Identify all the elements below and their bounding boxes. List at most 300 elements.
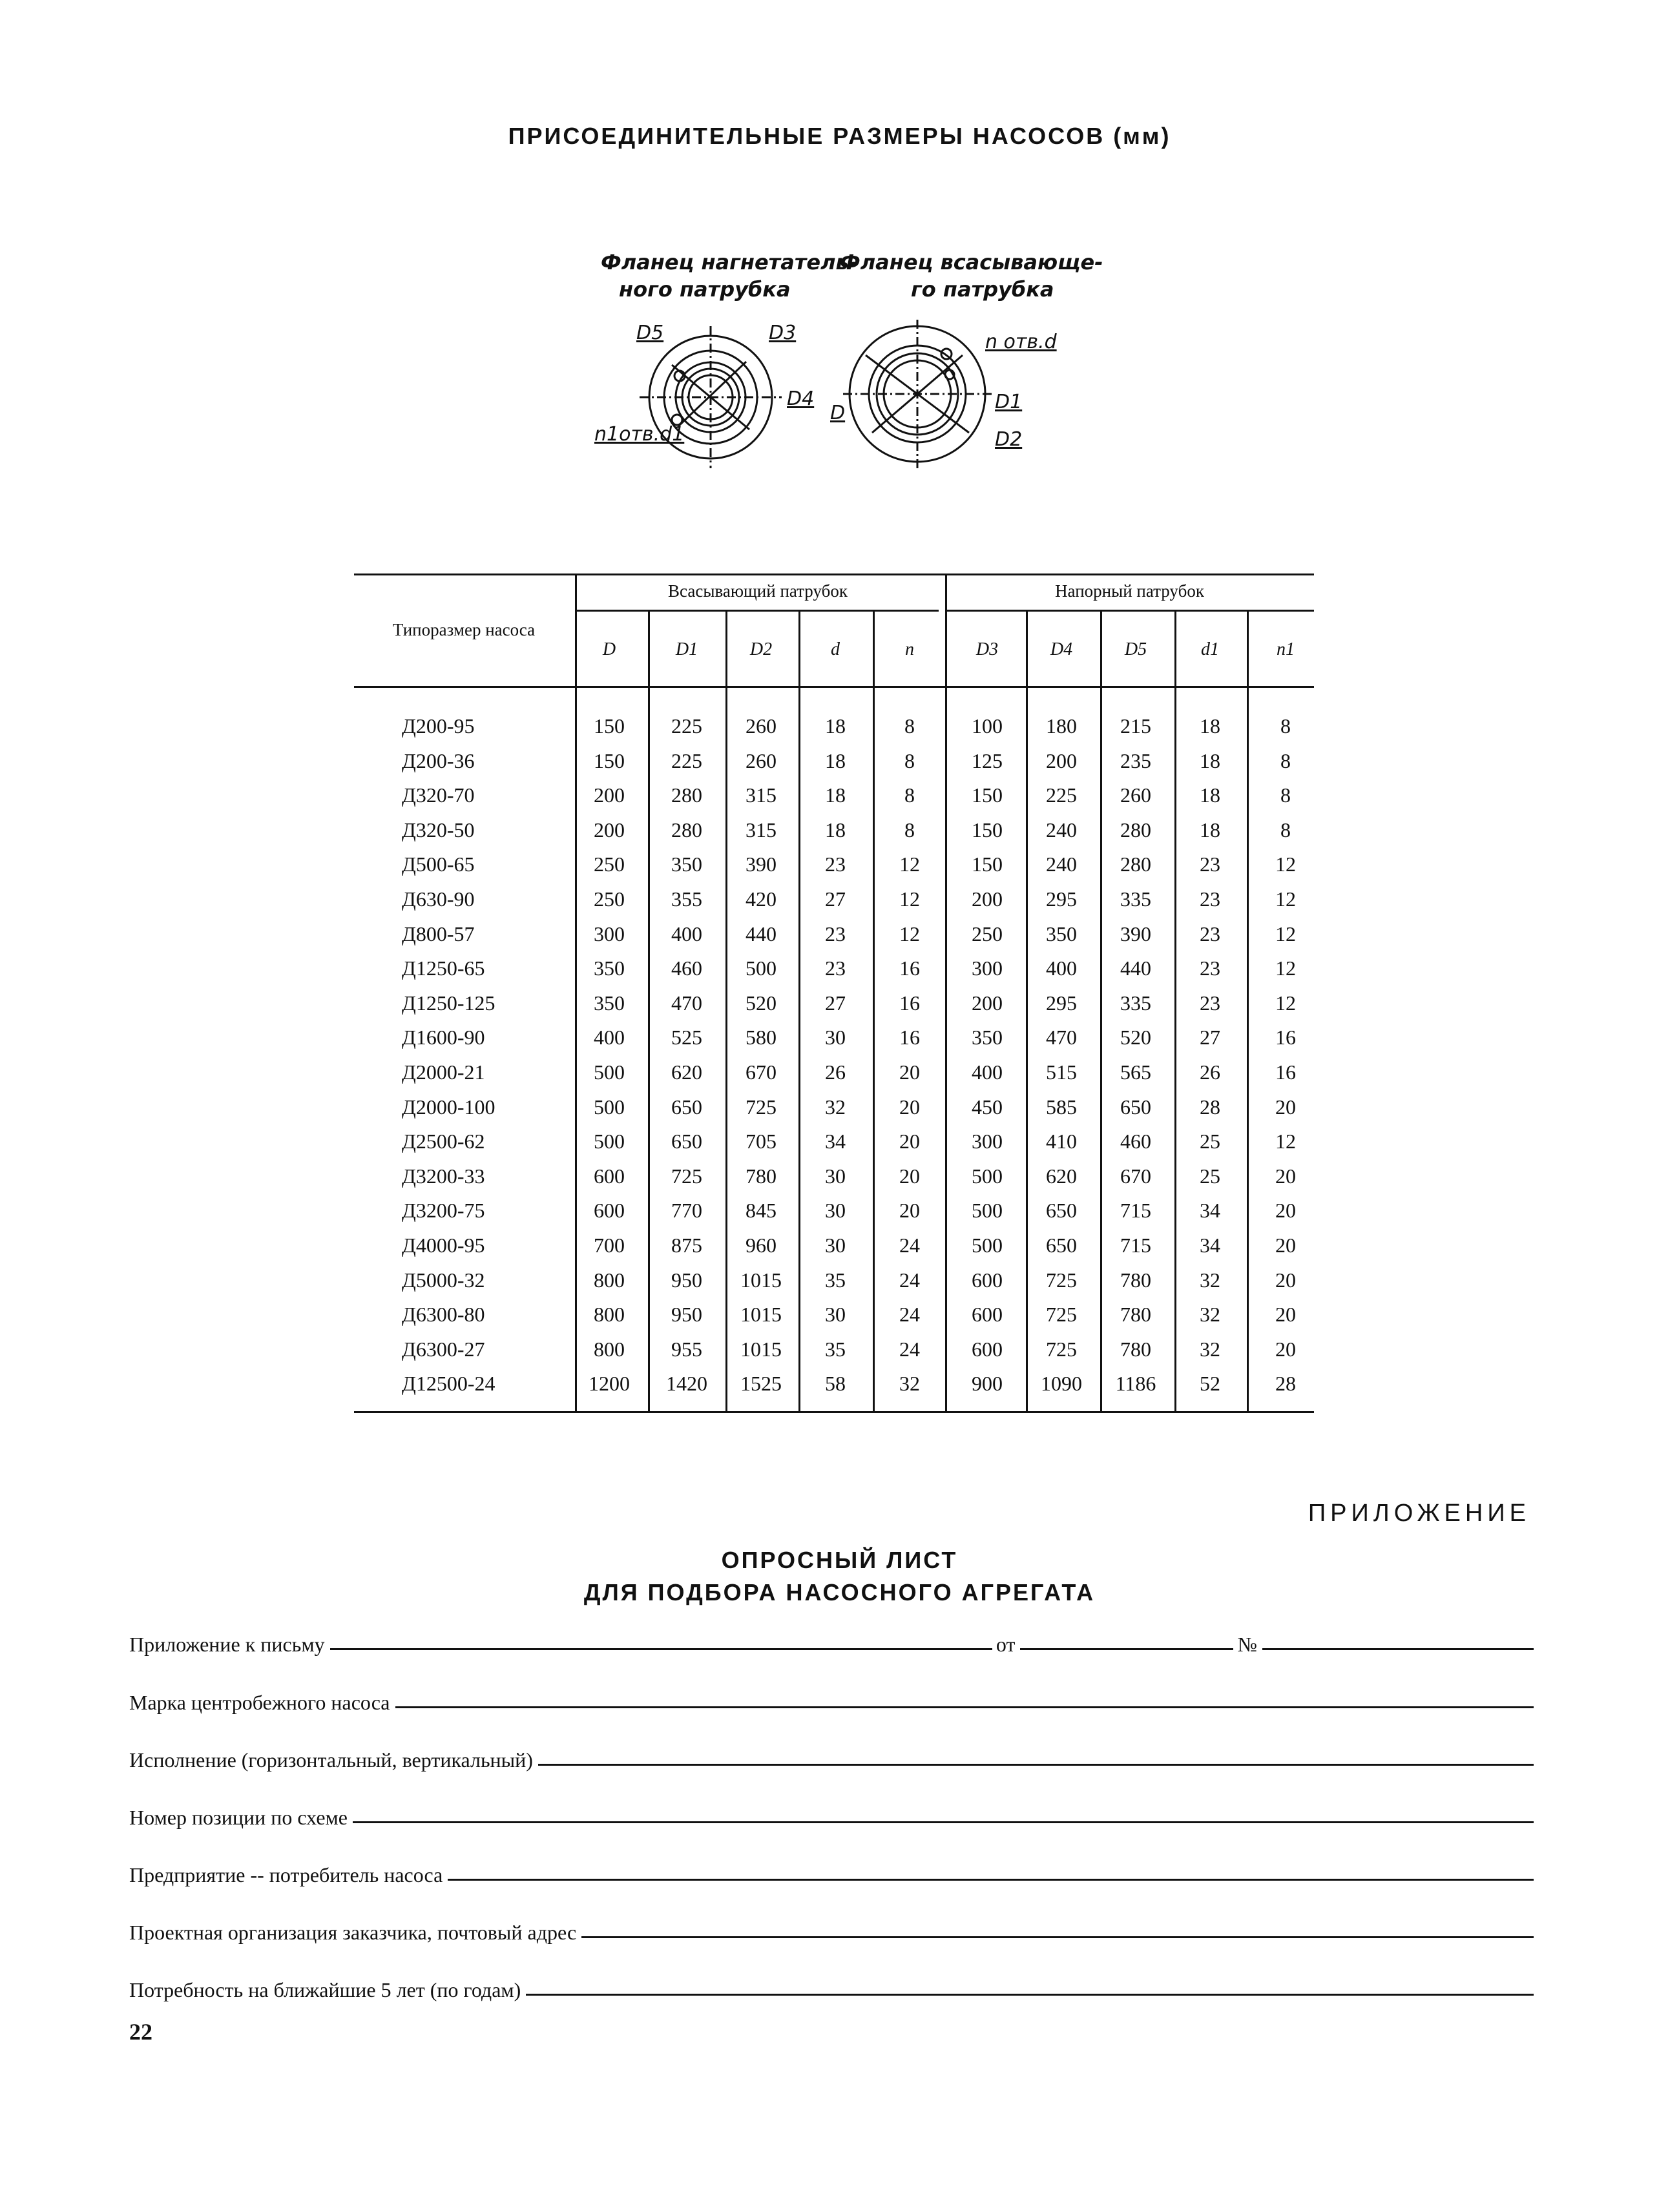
value-cell: 585 xyxy=(1046,1095,1077,1119)
value-cell: 440 xyxy=(1120,956,1151,980)
value-cell: 150 xyxy=(972,853,1003,876)
form-field-blank[interactable] xyxy=(526,1994,1534,1996)
value-cell: 670 xyxy=(1120,1164,1151,1188)
value-cell: 30 xyxy=(825,1164,846,1188)
value-cell: 25 xyxy=(1200,1164,1220,1188)
value-cell: 200 xyxy=(1046,749,1077,772)
value-cell: 18 xyxy=(825,783,846,807)
value-cell: 12 xyxy=(1275,887,1296,911)
value-cell: 950 xyxy=(671,1268,702,1292)
column-header: D5 xyxy=(1124,639,1147,659)
value-cell: 35 xyxy=(825,1337,846,1361)
letter-number-label: № xyxy=(1237,1633,1257,1656)
value-cell: 700 xyxy=(594,1234,625,1257)
form-field-row xyxy=(129,1682,1538,1715)
value-cell: 250 xyxy=(594,887,625,911)
value-cell: 500 xyxy=(972,1164,1003,1188)
value-cell: 770 xyxy=(671,1199,702,1223)
pump-name-cell: Д1600-90 xyxy=(402,1026,485,1049)
value-cell: 600 xyxy=(594,1164,625,1188)
value-cell: 150 xyxy=(972,818,1003,842)
value-cell: 20 xyxy=(1275,1164,1296,1188)
value-cell: 8 xyxy=(1280,749,1291,772)
value-cell: 24 xyxy=(899,1303,920,1327)
value-cell: 20 xyxy=(1275,1199,1296,1223)
value-cell: 200 xyxy=(972,887,1003,911)
value-cell: 12 xyxy=(899,887,920,911)
pump-name-cell: Д2000-100 xyxy=(402,1095,495,1119)
caption-suction-flange xyxy=(840,249,1103,303)
table-top-rule xyxy=(354,574,1314,575)
value-cell: 260 xyxy=(1120,783,1151,807)
value-cell: 470 xyxy=(1046,1026,1077,1049)
value-cell: 650 xyxy=(671,1130,702,1153)
table-row xyxy=(354,1228,1314,1263)
label-n1-d1: n1отв.d1 xyxy=(594,423,685,446)
form-title-2: ДЛЯ ПОДБОРА НАСОСНОГО АГРЕГАТА xyxy=(583,1579,1096,1606)
letter-date-blank[interactable] xyxy=(1020,1648,1233,1650)
caption-suction-line2: го патрубка xyxy=(911,277,1054,302)
value-cell: 52 xyxy=(1200,1372,1220,1396)
value-cell: 240 xyxy=(1046,853,1077,876)
letter-label: Приложение к письму xyxy=(129,1633,325,1656)
table-row xyxy=(354,1124,1314,1159)
value-cell: 12 xyxy=(1275,1130,1296,1153)
value-cell: 23 xyxy=(825,956,846,980)
value-cell: 705 xyxy=(746,1130,777,1153)
table-row xyxy=(354,1332,1314,1367)
value-cell: 23 xyxy=(1200,991,1220,1015)
value-cell: 650 xyxy=(1046,1199,1077,1223)
value-cell: 150 xyxy=(594,714,625,738)
value-cell: 1090 xyxy=(1041,1372,1082,1396)
form-field-blank[interactable] xyxy=(353,1821,1534,1823)
form-field-blank[interactable] xyxy=(581,1936,1534,1938)
value-cell: 260 xyxy=(746,749,777,772)
value-cell: 315 xyxy=(746,783,777,807)
value-cell: 600 xyxy=(972,1337,1003,1361)
column-header: D1 xyxy=(675,639,698,659)
value-cell: 955 xyxy=(671,1337,702,1361)
value-cell: 350 xyxy=(1046,922,1077,946)
value-cell: 780 xyxy=(1120,1303,1151,1327)
value-cell: 520 xyxy=(746,991,777,1015)
column-header: n xyxy=(905,639,914,659)
value-cell: 20 xyxy=(1275,1234,1296,1257)
form-field-blank[interactable] xyxy=(448,1879,1534,1881)
value-cell: 23 xyxy=(825,853,846,876)
table-row xyxy=(354,882,1314,917)
form-field-row xyxy=(129,1855,1538,1887)
appendix-label: ПРИЛОЖЕНИЕ xyxy=(1308,1500,1530,1527)
value-cell: 240 xyxy=(1046,818,1077,842)
table-row xyxy=(354,709,1314,744)
value-cell: 20 xyxy=(899,1130,920,1153)
table-row xyxy=(354,813,1314,848)
pump-name-cell: Д200-36 xyxy=(402,749,475,772)
table-row xyxy=(354,951,1314,986)
value-cell: 280 xyxy=(671,783,702,807)
value-cell: 30 xyxy=(825,1234,846,1257)
value-cell: 875 xyxy=(671,1234,702,1257)
value-cell: 295 xyxy=(1046,887,1077,911)
table-row xyxy=(354,1367,1314,1401)
value-cell: 215 xyxy=(1120,714,1151,738)
value-cell: 12 xyxy=(1275,956,1296,980)
value-cell: 150 xyxy=(972,783,1003,807)
value-cell: 23 xyxy=(1200,887,1220,911)
value-cell: 225 xyxy=(671,714,702,738)
caption-discharge-line1: Фланец нагнетатель- xyxy=(601,250,858,274)
value-cell: 30 xyxy=(825,1303,846,1327)
pump-name-cell: Д12500-24 xyxy=(402,1372,495,1396)
value-cell: 420 xyxy=(746,887,777,911)
pump-name-cell: Д4000-95 xyxy=(402,1234,485,1257)
value-cell: 16 xyxy=(899,991,920,1015)
value-cell: 32 xyxy=(1200,1337,1220,1361)
value-cell: 600 xyxy=(594,1199,625,1223)
table-row xyxy=(354,1159,1314,1194)
value-cell: 500 xyxy=(594,1095,625,1119)
value-cell: 18 xyxy=(1200,783,1220,807)
table-row xyxy=(354,1090,1314,1125)
value-cell: 515 xyxy=(1046,1060,1077,1084)
value-cell: 300 xyxy=(972,1130,1003,1153)
value-cell: 500 xyxy=(972,1234,1003,1257)
value-cell: 725 xyxy=(1046,1268,1077,1292)
value-cell: 200 xyxy=(972,991,1003,1015)
pump-name-cell: Д320-50 xyxy=(402,818,475,842)
value-cell: 235 xyxy=(1120,749,1151,772)
value-cell: 18 xyxy=(825,714,846,738)
page-number: 22 xyxy=(129,2019,152,2045)
value-cell: 18 xyxy=(825,818,846,842)
value-cell: 520 xyxy=(1120,1026,1151,1049)
label-d: D xyxy=(830,402,846,424)
value-cell: 350 xyxy=(594,991,625,1015)
value-cell: 350 xyxy=(972,1026,1003,1049)
pump-name-cell: Д320-70 xyxy=(402,783,475,807)
value-cell: 580 xyxy=(746,1026,777,1049)
form-field-label: Проектная организация заказчика, почтовый адрес xyxy=(129,1921,577,1944)
page-title: ПРИСОЕДИНИТЕЛЬНЫЕ РАЗМЕРЫ НАСОСОВ (мм) xyxy=(508,123,1171,149)
value-cell: 20 xyxy=(899,1164,920,1188)
value-cell: 600 xyxy=(972,1268,1003,1292)
caption-discharge-flange xyxy=(601,249,857,303)
column-header: d1 xyxy=(1201,639,1219,659)
value-cell: 100 xyxy=(972,714,1003,738)
value-cell: 650 xyxy=(1046,1234,1077,1257)
table-row xyxy=(354,986,1314,1021)
value-cell: 23 xyxy=(1200,853,1220,876)
value-cell: 16 xyxy=(1275,1060,1296,1084)
value-cell: 460 xyxy=(671,956,702,980)
table-row xyxy=(354,1020,1314,1055)
column-header: d xyxy=(831,639,840,659)
header-suction-group: Всасывающий патрубок xyxy=(668,581,848,601)
pump-name-cell: Д200-95 xyxy=(402,714,475,738)
value-cell: 18 xyxy=(825,749,846,772)
value-cell: 620 xyxy=(1046,1164,1077,1188)
value-cell: 24 xyxy=(899,1234,920,1257)
value-cell: 335 xyxy=(1120,887,1151,911)
pump-name-cell: Д3200-75 xyxy=(402,1199,485,1223)
value-cell: 500 xyxy=(594,1060,625,1084)
value-cell: 280 xyxy=(1120,853,1151,876)
value-cell: 8 xyxy=(904,714,915,738)
label-d2: D2 xyxy=(995,428,1023,451)
value-cell: 12 xyxy=(1275,853,1296,876)
value-cell: 565 xyxy=(1120,1060,1151,1084)
value-cell: 440 xyxy=(746,922,777,946)
form-field-label: Предприятие -- потребитель насоса xyxy=(129,1863,443,1886)
value-cell: 16 xyxy=(899,956,920,980)
pump-name-cell: Д1250-125 xyxy=(402,991,495,1015)
value-cell: 28 xyxy=(1200,1095,1220,1119)
value-cell: 400 xyxy=(972,1060,1003,1084)
value-cell: 18 xyxy=(1200,749,1220,772)
caption-discharge-line2: ного патрубка xyxy=(619,277,791,302)
form-row-letter xyxy=(129,1624,1538,1657)
value-cell: 27 xyxy=(825,887,846,911)
form-title-1: ОПРОСНЫЙ ЛИСТ xyxy=(721,1547,958,1573)
value-cell: 725 xyxy=(746,1095,777,1119)
value-cell: 12 xyxy=(899,922,920,946)
value-cell: 34 xyxy=(1200,1199,1220,1223)
value-cell: 16 xyxy=(1275,1026,1296,1049)
value-cell: 18 xyxy=(1200,714,1220,738)
table-row xyxy=(354,1263,1314,1298)
value-cell: 12 xyxy=(1275,922,1296,946)
value-cell: 295 xyxy=(1046,991,1077,1015)
value-cell: 35 xyxy=(825,1268,846,1292)
value-cell: 715 xyxy=(1120,1234,1151,1257)
form-field-row xyxy=(129,1740,1538,1772)
value-cell: 650 xyxy=(1120,1095,1151,1119)
value-cell: 800 xyxy=(594,1268,625,1292)
value-cell: 24 xyxy=(899,1268,920,1292)
form-field-row xyxy=(129,1912,1538,1945)
column-header: n1 xyxy=(1277,639,1295,659)
value-cell: 20 xyxy=(899,1060,920,1084)
value-cell: 800 xyxy=(594,1303,625,1327)
pump-name-cell: Д2500-62 xyxy=(402,1130,485,1153)
pump-name-cell: Д3200-33 xyxy=(402,1164,485,1188)
value-cell: 350 xyxy=(671,853,702,876)
value-cell: 30 xyxy=(825,1199,846,1223)
form-field-blank[interactable] xyxy=(395,1706,1534,1708)
value-cell: 1186 xyxy=(1115,1372,1156,1396)
value-cell: 315 xyxy=(746,818,777,842)
value-cell: 32 xyxy=(1200,1268,1220,1292)
value-cell: 960 xyxy=(746,1234,777,1257)
value-cell: 32 xyxy=(1200,1303,1220,1327)
value-cell: 125 xyxy=(972,749,1003,772)
value-cell: 58 xyxy=(825,1372,846,1396)
value-cell: 25 xyxy=(1200,1130,1220,1153)
value-cell: 23 xyxy=(825,922,846,946)
table-header-rule xyxy=(354,686,1314,688)
value-cell: 30 xyxy=(825,1026,846,1049)
value-cell: 400 xyxy=(671,922,702,946)
value-cell: 500 xyxy=(746,956,777,980)
value-cell: 900 xyxy=(972,1372,1003,1396)
value-cell: 1015 xyxy=(740,1303,782,1327)
form-field-label: Марка центробежного насоса xyxy=(129,1691,390,1714)
value-cell: 670 xyxy=(746,1060,777,1084)
value-cell: 715 xyxy=(1120,1199,1151,1223)
value-cell: 20 xyxy=(1275,1303,1296,1327)
value-cell: 450 xyxy=(972,1095,1003,1119)
column-header: D xyxy=(602,639,616,659)
value-cell: 260 xyxy=(746,714,777,738)
value-cell: 8 xyxy=(1280,714,1291,738)
table-row xyxy=(354,1055,1314,1090)
value-cell: 1015 xyxy=(740,1268,782,1292)
value-cell: 28 xyxy=(1275,1372,1296,1396)
table-bottom-rule xyxy=(354,1411,1314,1413)
value-cell: 23 xyxy=(1200,922,1220,946)
value-cell: 300 xyxy=(972,956,1003,980)
header-pump-type: Типоразмер насоса xyxy=(392,620,536,639)
value-cell: 200 xyxy=(594,818,625,842)
value-cell: 350 xyxy=(594,956,625,980)
value-cell: 400 xyxy=(594,1026,625,1049)
pump-name-cell: Д630-90 xyxy=(402,887,475,911)
value-cell: 410 xyxy=(1046,1130,1077,1153)
header-pressure-group: Напорный патрубок xyxy=(1055,581,1204,601)
value-cell: 16 xyxy=(899,1026,920,1049)
value-cell: 34 xyxy=(825,1130,846,1153)
label-d4: D4 xyxy=(787,388,815,410)
value-cell: 26 xyxy=(1200,1060,1220,1084)
value-cell: 780 xyxy=(746,1164,777,1188)
value-cell: 8 xyxy=(904,749,915,772)
value-cell: 250 xyxy=(594,853,625,876)
value-cell: 650 xyxy=(671,1095,702,1119)
form-field-row xyxy=(129,1797,1538,1830)
value-cell: 18 xyxy=(1200,818,1220,842)
value-cell: 355 xyxy=(671,887,702,911)
value-cell: 620 xyxy=(671,1060,702,1084)
table-row xyxy=(354,778,1314,813)
value-cell: 27 xyxy=(1200,1026,1220,1049)
value-cell: 20 xyxy=(1275,1337,1296,1361)
value-cell: 34 xyxy=(1200,1234,1220,1257)
value-cell: 390 xyxy=(1120,922,1151,946)
value-cell: 225 xyxy=(1046,783,1077,807)
group-pressure-rule xyxy=(945,610,1314,612)
table-row xyxy=(354,917,1314,952)
value-cell: 725 xyxy=(671,1164,702,1188)
value-cell: 200 xyxy=(594,783,625,807)
value-cell: 150 xyxy=(594,749,625,772)
letter-number-blank[interactable] xyxy=(1262,1648,1534,1650)
value-cell: 500 xyxy=(594,1130,625,1153)
value-cell: 280 xyxy=(671,818,702,842)
value-cell: 1420 xyxy=(666,1372,707,1396)
value-cell: 725 xyxy=(1046,1303,1077,1327)
value-cell: 400 xyxy=(1046,956,1077,980)
value-cell: 12 xyxy=(899,853,920,876)
value-cell: 32 xyxy=(899,1372,920,1396)
form-field-row xyxy=(129,1970,1538,2002)
value-cell: 390 xyxy=(746,853,777,876)
value-cell: 20 xyxy=(899,1095,920,1119)
label-d5: D5 xyxy=(636,322,664,344)
label-n-d: n отв.d xyxy=(985,331,1057,353)
group-suction-rule xyxy=(577,610,939,612)
form-field-blank[interactable] xyxy=(538,1764,1534,1766)
value-cell: 20 xyxy=(899,1199,920,1223)
value-cell: 800 xyxy=(594,1337,625,1361)
column-header: D3 xyxy=(975,639,999,659)
value-cell: 1525 xyxy=(740,1372,782,1396)
value-cell: 8 xyxy=(1280,818,1291,842)
table-row xyxy=(354,1297,1314,1332)
pump-name-cell: Д800-57 xyxy=(402,922,475,946)
table-row xyxy=(354,1194,1314,1228)
table-row xyxy=(354,744,1314,779)
value-cell: 8 xyxy=(904,818,915,842)
value-cell: 780 xyxy=(1120,1337,1151,1361)
suction-flange-drawing xyxy=(840,316,995,471)
value-cell: 600 xyxy=(972,1303,1003,1327)
column-header: D2 xyxy=(749,639,773,659)
value-cell: 780 xyxy=(1120,1268,1151,1292)
caption-suction-line1: Фланец всасывающе- xyxy=(840,250,1103,274)
value-cell: 280 xyxy=(1120,818,1151,842)
value-cell: 8 xyxy=(904,783,915,807)
value-cell: 180 xyxy=(1046,714,1077,738)
value-cell: 460 xyxy=(1120,1130,1151,1153)
pump-name-cell: Д5000-32 xyxy=(402,1268,485,1292)
letter-from-label: от xyxy=(996,1633,1016,1656)
pump-name-cell: Д6300-27 xyxy=(402,1337,485,1361)
value-cell: 300 xyxy=(594,922,625,946)
value-cell: 26 xyxy=(825,1060,846,1084)
value-cell: 525 xyxy=(671,1026,702,1049)
column-header: D4 xyxy=(1050,639,1073,659)
value-cell: 8 xyxy=(1280,783,1291,807)
value-cell: 20 xyxy=(1275,1095,1296,1119)
value-cell: 500 xyxy=(972,1199,1003,1223)
pump-name-cell: Д2000-21 xyxy=(402,1060,485,1084)
value-cell: 12 xyxy=(1275,991,1296,1015)
value-cell: 27 xyxy=(825,991,846,1015)
value-cell: 24 xyxy=(899,1337,920,1361)
value-cell: 725 xyxy=(1046,1337,1077,1361)
value-cell: 32 xyxy=(825,1095,846,1119)
table-row xyxy=(354,847,1314,882)
pump-name-cell: Д1250-65 xyxy=(402,956,485,980)
label-d1: D1 xyxy=(995,391,1023,413)
value-cell: 225 xyxy=(671,749,702,772)
value-cell: 845 xyxy=(746,1199,777,1223)
value-cell: 1200 xyxy=(589,1372,630,1396)
letter-blank[interactable] xyxy=(330,1648,992,1650)
form-field-label: Исполнение (горизонтальный, вертикальный) xyxy=(129,1748,533,1772)
value-cell: 335 xyxy=(1120,991,1151,1015)
pump-name-cell: Д500-65 xyxy=(402,853,475,876)
value-cell: 20 xyxy=(1275,1268,1296,1292)
form-field-label: Потребность на ближайшие 5 лет (по годам) xyxy=(129,1978,521,2001)
value-cell: 250 xyxy=(972,922,1003,946)
form-field-label: Номер позиции по схеме xyxy=(129,1806,348,1829)
value-cell: 950 xyxy=(671,1303,702,1327)
value-cell: 23 xyxy=(1200,956,1220,980)
value-cell: 1015 xyxy=(740,1337,782,1361)
